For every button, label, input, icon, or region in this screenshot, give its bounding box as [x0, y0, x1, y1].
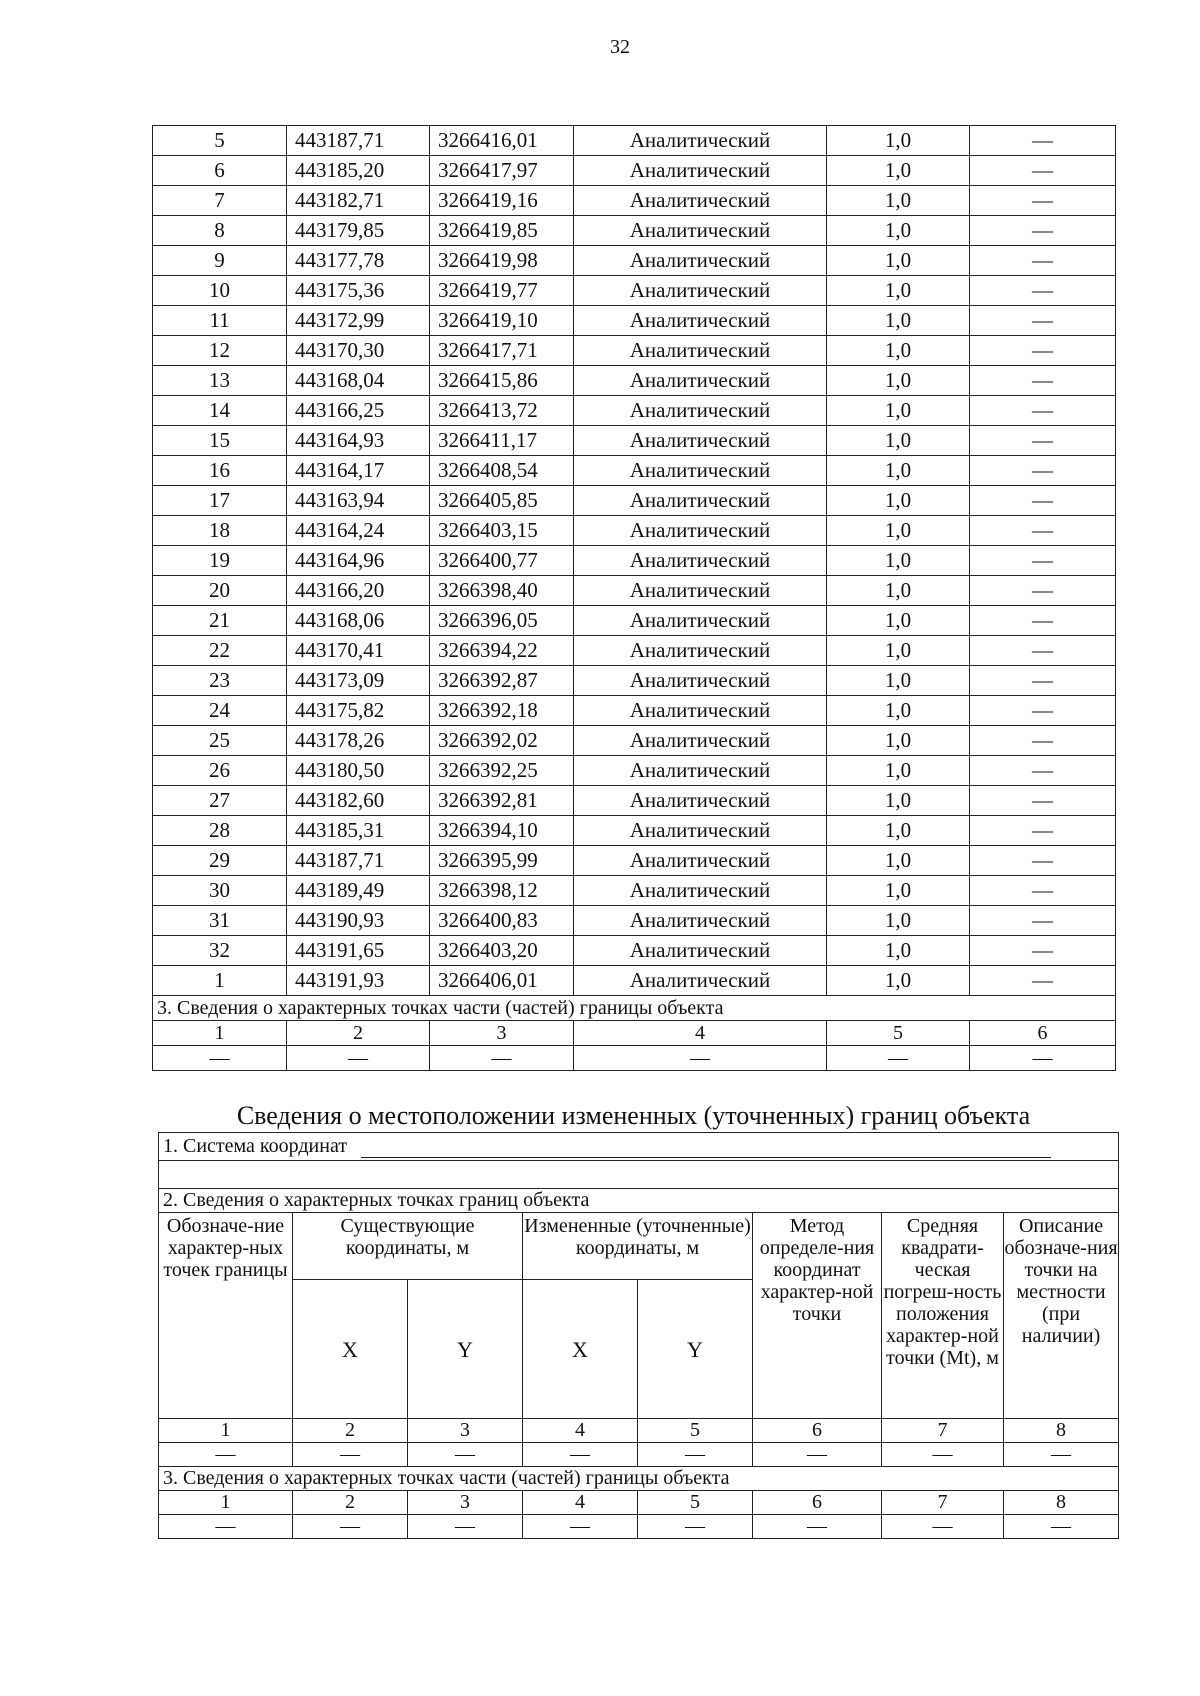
y-coordinate: 3266392,81 — [430, 786, 574, 816]
method: Аналитический — [574, 816, 827, 846]
empty-value: — — [293, 1443, 408, 1467]
header-y-existing: Y — [408, 1280, 523, 1419]
accuracy: 1,0 — [827, 576, 970, 606]
empty-value: — — [638, 1515, 753, 1539]
table-row — [153, 456, 1116, 486]
description: — — [970, 396, 1116, 426]
y-coordinate: 3266403,15 — [430, 516, 574, 546]
accuracy: 1,0 — [827, 456, 970, 486]
y-coordinate: 3266394,22 — [430, 636, 574, 666]
y-coordinate: 3266398,12 — [430, 876, 574, 906]
point-number: 30 — [153, 876, 287, 906]
description: — — [970, 636, 1116, 666]
x-coordinate: 443182,71 — [287, 186, 430, 216]
x-coordinate: 443190,93 — [287, 906, 430, 936]
description: — — [970, 936, 1116, 966]
accuracy: 1,0 — [827, 486, 970, 516]
y-coordinate: 3266400,83 — [430, 906, 574, 936]
y-coordinate: 3266419,16 — [430, 186, 574, 216]
method: Аналитический — [574, 336, 827, 366]
section3-title: 3. Сведения о характерных точках части (частей) границы объекта — [153, 996, 1116, 1021]
x-coordinate: 443168,04 — [287, 366, 430, 396]
method: Аналитический — [574, 546, 827, 576]
y-coordinate: 3266419,85 — [430, 216, 574, 246]
x-coordinate: 443164,17 — [287, 456, 430, 486]
y-coordinate: 3266392,18 — [430, 696, 574, 726]
page-number: 32 — [610, 36, 630, 58]
method: Аналитический — [574, 936, 827, 966]
x-coordinate: 443170,41 — [287, 636, 430, 666]
y-coordinate: 3266392,87 — [430, 666, 574, 696]
table-row — [153, 576, 1116, 606]
description: — — [970, 516, 1116, 546]
accuracy: 1,0 — [827, 246, 970, 276]
description: — — [970, 306, 1116, 336]
point-number: 7 — [153, 186, 287, 216]
method: Аналитический — [574, 456, 827, 486]
x-coordinate: 443185,20 — [287, 156, 430, 186]
point-number: 13 — [153, 366, 287, 396]
point-number: 29 — [153, 846, 287, 876]
col-number: 5 — [827, 1021, 970, 1046]
description: — — [970, 246, 1116, 276]
point-number: 20 — [153, 576, 287, 606]
empty-value: — — [574, 1046, 827, 1071]
table-row — [153, 936, 1116, 966]
empty-value: — — [882, 1515, 1004, 1539]
col-number: 2 — [287, 1021, 430, 1046]
accuracy: 1,0 — [827, 216, 970, 246]
point-number: 31 — [153, 906, 287, 936]
section2-title: 2. Сведения о характерных точках границ объекта — [159, 1189, 1119, 1213]
description: — — [970, 126, 1116, 156]
empty-value: — — [523, 1443, 638, 1467]
method: Аналитический — [574, 306, 827, 336]
col-number: 6 — [970, 1021, 1116, 1046]
method: Аналитический — [574, 846, 827, 876]
point-number: 10 — [153, 276, 287, 306]
empty-value: — — [408, 1443, 523, 1467]
table-row — [153, 816, 1116, 846]
description: — — [970, 576, 1116, 606]
description: — — [970, 186, 1116, 216]
empty-value: — — [753, 1515, 882, 1539]
point-number: 15 — [153, 426, 287, 456]
method: Аналитический — [574, 426, 827, 456]
method: Аналитический — [574, 906, 827, 936]
section3-number-row — [153, 1021, 1116, 1046]
y-coordinate: 3266408,54 — [430, 456, 574, 486]
accuracy: 1,0 — [827, 816, 970, 846]
accuracy: 1,0 — [827, 426, 970, 456]
table-row — [153, 306, 1116, 336]
y-coordinate: 3266417,97 — [430, 156, 574, 186]
point-number: 21 — [153, 606, 287, 636]
point-number: 26 — [153, 756, 287, 786]
table-row — [153, 426, 1116, 456]
col-number: 2 — [293, 1419, 408, 1443]
method: Аналитический — [574, 516, 827, 546]
changed-boundaries-table — [158, 1132, 1119, 1539]
point-number: 11 — [153, 306, 287, 336]
coordinate-system-label: 1. Система координат — [163, 1135, 348, 1157]
description: — — [970, 366, 1116, 396]
empty-value: — — [970, 1046, 1116, 1071]
table-row — [153, 846, 1116, 876]
y-coordinate: 3266416,01 — [430, 126, 574, 156]
point-number: 1 — [153, 966, 287, 996]
y-coordinate: 3266403,20 — [430, 936, 574, 966]
dash-row — [159, 1443, 1119, 1467]
col-number: 5 — [638, 1491, 753, 1515]
empty-value: — — [430, 1046, 574, 1071]
x-coordinate: 443177,78 — [287, 246, 430, 276]
method: Аналитический — [574, 186, 827, 216]
description: — — [970, 426, 1116, 456]
table-row — [153, 366, 1116, 396]
y-coordinate: 3266392,25 — [430, 756, 574, 786]
x-coordinate: 443164,24 — [287, 516, 430, 546]
section3-number-row — [159, 1491, 1119, 1515]
table-row — [153, 966, 1116, 996]
table-row — [153, 126, 1116, 156]
table-row — [153, 246, 1116, 276]
coordinate-system-row — [159, 1133, 1119, 1161]
y-coordinate: 3266406,01 — [430, 966, 574, 996]
x-coordinate: 443172,99 — [287, 306, 430, 336]
x-coordinate: 443185,31 — [287, 816, 430, 846]
point-number: 23 — [153, 666, 287, 696]
accuracy: 1,0 — [827, 306, 970, 336]
accuracy: 1,0 — [827, 846, 970, 876]
table-row — [153, 336, 1116, 366]
accuracy: 1,0 — [827, 366, 970, 396]
accuracy: 1,0 — [827, 336, 970, 366]
table-row — [153, 636, 1116, 666]
y-coordinate: 3266392,02 — [430, 726, 574, 756]
method: Аналитический — [574, 246, 827, 276]
col-number: 7 — [882, 1419, 1004, 1443]
point-number: 27 — [153, 786, 287, 816]
table-row — [153, 606, 1116, 636]
method: Аналитический — [574, 366, 827, 396]
header-x-existing: X — [293, 1280, 408, 1419]
point-number: 17 — [153, 486, 287, 516]
accuracy: 1,0 — [827, 156, 970, 186]
y-coordinate: 3266400,77 — [430, 546, 574, 576]
x-coordinate: 443166,25 — [287, 396, 430, 426]
description: — — [970, 816, 1116, 846]
number-row — [159, 1419, 1119, 1443]
point-number: 19 — [153, 546, 287, 576]
x-coordinate: 443189,49 — [287, 876, 430, 906]
method: Аналитический — [574, 666, 827, 696]
empty-value: — — [408, 1515, 523, 1539]
x-coordinate: 443191,93 — [287, 966, 430, 996]
y-coordinate: 3266415,86 — [430, 366, 574, 396]
empty-value: — — [523, 1515, 638, 1539]
description: — — [970, 276, 1116, 306]
section-heading: Сведения о местоположении измененных (уточненных) границ объекта — [236, 1101, 1031, 1130]
col-number: 2 — [293, 1491, 408, 1515]
header-method: Метод определе-ния координат характер-ной точки — [753, 1213, 882, 1419]
description: — — [970, 876, 1116, 906]
y-coordinate: 3266395,99 — [430, 846, 574, 876]
description: — — [970, 336, 1116, 366]
section3-title-row — [153, 996, 1116, 1021]
col-number: 4 — [523, 1491, 638, 1515]
header-x-changed: X — [523, 1280, 638, 1419]
method: Аналитический — [574, 966, 827, 996]
empty-value: — — [153, 1046, 287, 1071]
accuracy: 1,0 — [827, 636, 970, 666]
table-row — [153, 666, 1116, 696]
header-accuracy: Средняя квадрати-ческая погреш-ность положения характер-ной точки (Mt), м — [882, 1213, 1004, 1419]
coordinate-system-blank-line — [361, 1139, 1051, 1158]
y-coordinate: 3266398,40 — [430, 576, 574, 606]
col-number: 3 — [408, 1491, 523, 1515]
point-number: 28 — [153, 816, 287, 846]
section3-title-row — [159, 1467, 1119, 1491]
description: — — [970, 726, 1116, 756]
method: Аналитический — [574, 216, 827, 246]
empty-value: — — [293, 1515, 408, 1539]
x-coordinate: 443191,65 — [287, 936, 430, 966]
y-coordinate: 3266417,71 — [430, 336, 574, 366]
accuracy: 1,0 — [827, 276, 970, 306]
description: — — [970, 546, 1116, 576]
col-number: 4 — [523, 1419, 638, 1443]
accuracy: 1,0 — [827, 756, 970, 786]
col-number: 8 — [1004, 1491, 1119, 1515]
method: Аналитический — [574, 696, 827, 726]
accuracy: 1,0 — [827, 726, 970, 756]
table-row — [153, 726, 1116, 756]
accuracy: 1,0 — [827, 696, 970, 726]
y-coordinate: 3266419,10 — [430, 306, 574, 336]
col-number: 3 — [408, 1419, 523, 1443]
point-number: 12 — [153, 336, 287, 366]
y-coordinate: 3266394,10 — [430, 816, 574, 846]
point-number: 18 — [153, 516, 287, 546]
col-number: 1 — [159, 1491, 293, 1515]
point-number: 16 — [153, 456, 287, 486]
col-number: 3 — [430, 1021, 574, 1046]
accuracy: 1,0 — [827, 876, 970, 906]
col-number: 6 — [753, 1491, 882, 1515]
accuracy: 1,0 — [827, 606, 970, 636]
empty-row — [159, 1161, 1119, 1189]
accuracy: 1,0 — [827, 906, 970, 936]
table-row — [153, 696, 1116, 726]
method: Аналитический — [574, 576, 827, 606]
table-row — [153, 276, 1116, 306]
table-row — [153, 396, 1116, 426]
method: Аналитический — [574, 606, 827, 636]
method: Аналитический — [574, 726, 827, 756]
col-number: 1 — [159, 1419, 293, 1443]
point-number: 14 — [153, 396, 287, 426]
empty-value: — — [882, 1443, 1004, 1467]
section2-title-row — [159, 1189, 1119, 1213]
description: — — [970, 786, 1116, 816]
x-coordinate: 443187,71 — [287, 846, 430, 876]
header-changed-coords: Измененные (уточненные) координаты, м — [523, 1213, 753, 1280]
method: Аналитический — [574, 156, 827, 186]
method: Аналитический — [574, 486, 827, 516]
col-number: 7 — [882, 1491, 1004, 1515]
empty-value: — — [159, 1443, 293, 1467]
point-number: 9 — [153, 246, 287, 276]
coordinates-table — [152, 125, 1116, 1071]
table-row — [153, 546, 1116, 576]
point-number: 5 — [153, 126, 287, 156]
method: Аналитический — [574, 786, 827, 816]
description: — — [970, 486, 1116, 516]
accuracy: 1,0 — [827, 786, 970, 816]
y-coordinate: 3266411,17 — [430, 426, 574, 456]
table-row — [153, 156, 1116, 186]
x-coordinate: 443164,96 — [287, 546, 430, 576]
section3-title: 3. Сведения о характерных точках части (частей) границы объекта — [159, 1467, 1119, 1491]
y-coordinate: 3266419,98 — [430, 246, 574, 276]
description: — — [970, 606, 1116, 636]
point-number: 32 — [153, 936, 287, 966]
empty-value: — — [753, 1443, 882, 1467]
method: Аналитический — [574, 276, 827, 306]
y-coordinate: 3266419,77 — [430, 276, 574, 306]
x-coordinate: 443187,71 — [287, 126, 430, 156]
point-number: 6 — [153, 156, 287, 186]
description: — — [970, 966, 1116, 996]
accuracy: 1,0 — [827, 546, 970, 576]
y-coordinate: 3266413,72 — [430, 396, 574, 426]
description: — — [970, 666, 1116, 696]
header-description: Описание обозначе-ния точки на местности (при наличии) — [1004, 1213, 1119, 1419]
x-coordinate: 443170,30 — [287, 336, 430, 366]
table-row — [153, 186, 1116, 216]
table-row — [153, 516, 1116, 546]
header-y-changed: Y — [638, 1280, 753, 1419]
header-existing-coords: Существующие координаты, м — [293, 1213, 523, 1280]
col-number: 4 — [574, 1021, 827, 1046]
table-row — [153, 876, 1116, 906]
section3-dash-row — [153, 1046, 1116, 1071]
empty-value: — — [1004, 1515, 1119, 1539]
y-coordinate: 3266405,85 — [430, 486, 574, 516]
accuracy: 1,0 — [827, 516, 970, 546]
table-row — [153, 906, 1116, 936]
empty-value: — — [287, 1046, 430, 1071]
description: — — [970, 906, 1116, 936]
x-coordinate: 443179,85 — [287, 216, 430, 246]
method: Аналитический — [574, 636, 827, 666]
point-number: 8 — [153, 216, 287, 246]
col-number: 8 — [1004, 1419, 1119, 1443]
point-number: 24 — [153, 696, 287, 726]
empty-value: — — [827, 1046, 970, 1071]
point-number: 22 — [153, 636, 287, 666]
header-point-designation: Обозначе-ние характер-ных точек границы — [159, 1213, 293, 1419]
x-coordinate: 443163,94 — [287, 486, 430, 516]
section3-dash-row — [159, 1515, 1119, 1539]
empty-value: — — [638, 1443, 753, 1467]
accuracy: 1,0 — [827, 186, 970, 216]
x-coordinate: 443180,50 — [287, 756, 430, 786]
x-coordinate: 443178,26 — [287, 726, 430, 756]
table-row — [153, 216, 1116, 246]
method: Аналитический — [574, 876, 827, 906]
x-coordinate: 443164,93 — [287, 426, 430, 456]
y-coordinate: 3266396,05 — [430, 606, 574, 636]
col-number: 5 — [638, 1419, 753, 1443]
col-number: 6 — [753, 1419, 882, 1443]
accuracy: 1,0 — [827, 126, 970, 156]
coordinates-table-body — [153, 126, 1116, 996]
x-coordinate: 443175,36 — [287, 276, 430, 306]
description: — — [970, 456, 1116, 486]
accuracy: 1,0 — [827, 396, 970, 426]
x-coordinate: 443168,06 — [287, 606, 430, 636]
accuracy: 1,0 — [827, 666, 970, 696]
header-row — [159, 1213, 1119, 1280]
col-number: 1 — [153, 1021, 287, 1046]
description: — — [970, 756, 1116, 786]
method: Аналитический — [574, 756, 827, 786]
description: — — [970, 846, 1116, 876]
point-number: 25 — [153, 726, 287, 756]
method: Аналитический — [574, 396, 827, 426]
empty-value: — — [1004, 1443, 1119, 1467]
x-coordinate: 443182,60 — [287, 786, 430, 816]
description: — — [970, 156, 1116, 186]
table-row — [153, 786, 1116, 816]
description: — — [970, 696, 1116, 726]
table-row — [153, 756, 1116, 786]
x-coordinate: 443166,20 — [287, 576, 430, 606]
description: — — [970, 216, 1116, 246]
table-row — [153, 486, 1116, 516]
accuracy: 1,0 — [827, 936, 970, 966]
accuracy: 1,0 — [827, 966, 970, 996]
method: Аналитический — [574, 126, 827, 156]
empty-value: — — [159, 1515, 293, 1539]
x-coordinate: 443173,09 — [287, 666, 430, 696]
x-coordinate: 443175,82 — [287, 696, 430, 726]
